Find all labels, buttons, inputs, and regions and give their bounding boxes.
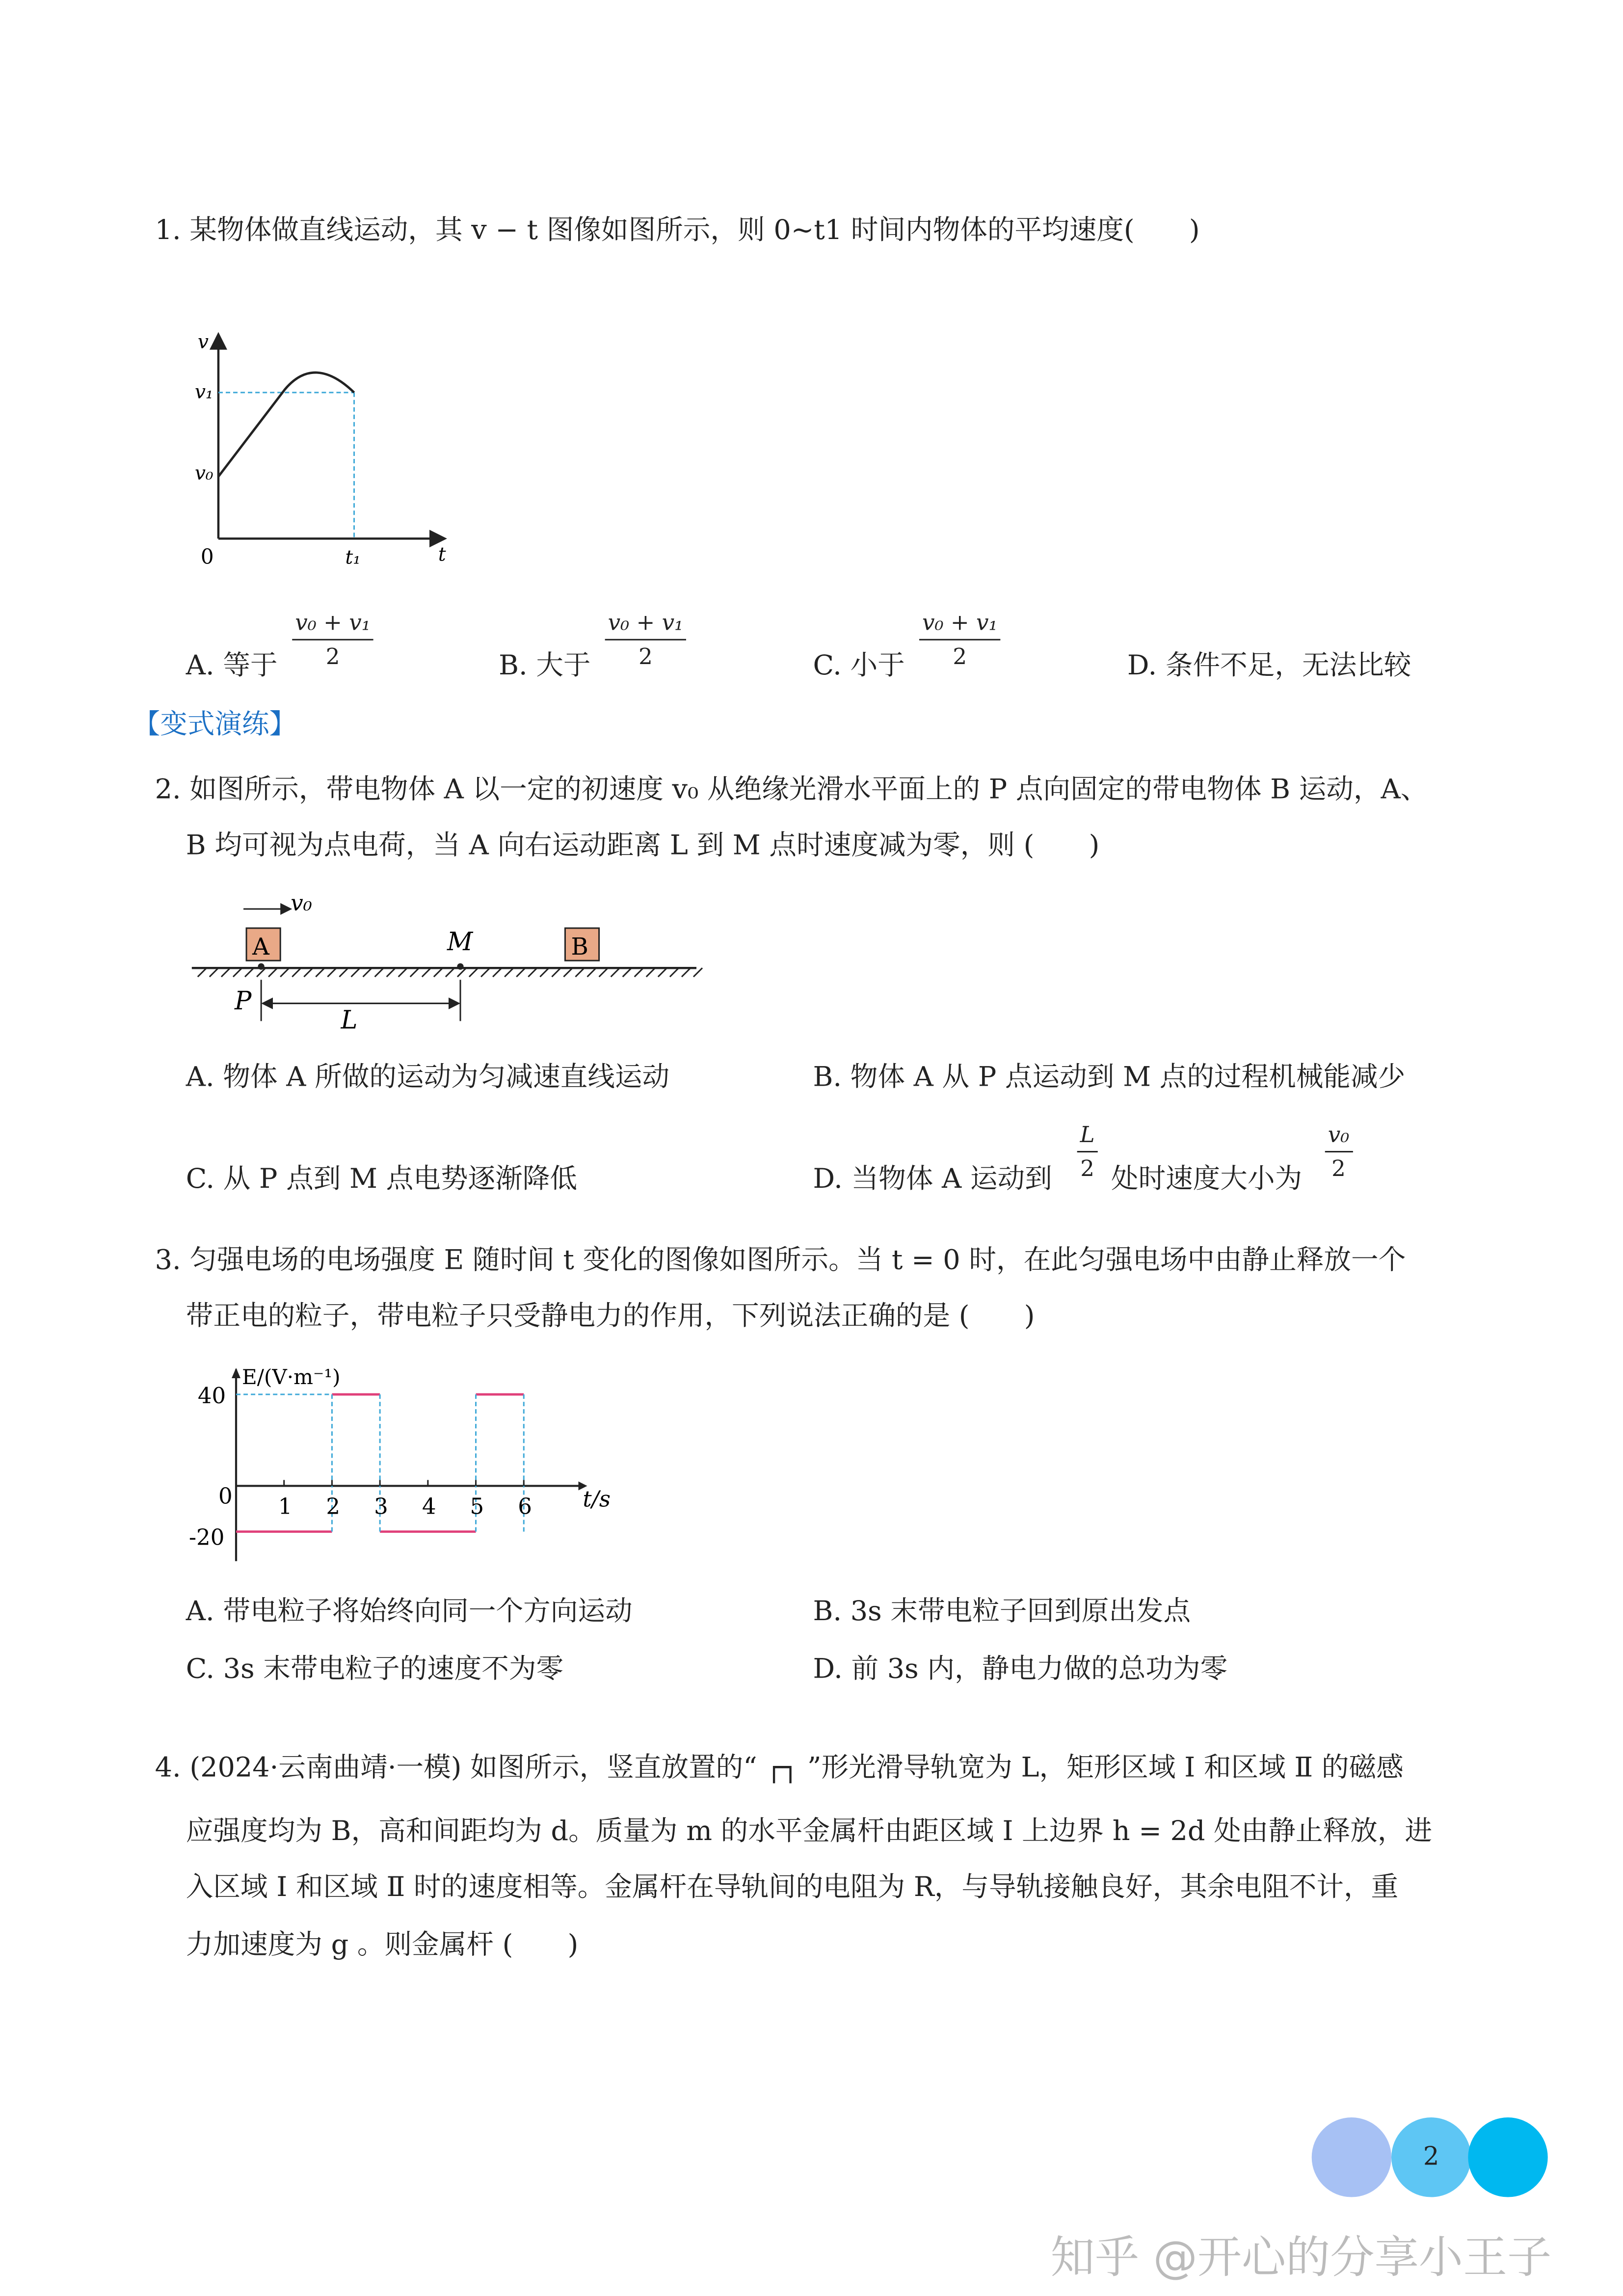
q4-stem-line2: 应强度均为 B，高和间距均为 d。质量为 m 的水平金属杆由距区域 Ⅰ 上边界 h = 2d 处由静止释放，进 xyxy=(186,1816,1433,1848)
q1-option-fraction: $\frac{\text{v₀ + v₁}}{2}$ xyxy=(919,613,1001,668)
tick-v0: v₀ xyxy=(194,462,213,485)
q4-stem-line3: 入区域 Ⅰ 和区域 Ⅱ 时的速度相等。金属杆在导轨间的电阻为 R，与导轨接触良好，其余电阻不计，重 xyxy=(186,1872,1399,1904)
q1-stem: 1. 某物体做直线运动，其 v − t 图像如图所示，则 0~t1 时间内物体的平均速度( ) xyxy=(155,215,1200,247)
x-axis-label: t/s xyxy=(583,1486,611,1512)
q2-stem-line2: B 均可视为点电荷，当 A 向右运动距离 L 到 M 点时速度减为零，则 ( ) xyxy=(186,830,1100,862)
ground-hatch xyxy=(198,968,702,977)
q2-d-text: 处时速度大小为 xyxy=(1111,1164,1303,1196)
label-l: L xyxy=(341,1006,358,1035)
q3-e-t-graph xyxy=(185,1361,627,1567)
q1-option-fraction: $\frac{\text{v₀ + v₁}}{2}$ xyxy=(292,613,373,668)
label-b: B xyxy=(571,933,588,961)
x-label: t xyxy=(438,543,446,566)
tick-v1: v₁ xyxy=(194,381,213,403)
q2-d-fraction-2: $\frac{\text{v₀}}{2}$ xyxy=(1325,1124,1353,1180)
y-axis-arrow xyxy=(232,1368,240,1378)
q4-stem-line1: 4. (2024·云南曲靖·一模) 如图所示，竖直放置的“ ┌┐ ”形光滑导轨宽为 L，矩形区域 Ⅰ 和区域 Ⅱ 的磁感 xyxy=(155,1753,1404,1784)
q3-option-c[interactable]: C. 3s 末带电粒子的速度不为零 xyxy=(186,1654,564,1685)
q2-option-b[interactable]: B. 物体 A 从 P 点运动到 M 点的过程机械能减少 xyxy=(813,1062,1406,1094)
point-m xyxy=(457,963,463,970)
label-a: A xyxy=(252,933,269,961)
y-label: v xyxy=(197,331,209,353)
label-p: P xyxy=(235,987,252,1016)
origin-label: 0 xyxy=(218,1483,233,1509)
q1-vt-graph xyxy=(185,327,479,578)
tick-t1: t₁ xyxy=(345,546,361,569)
badge-circle-right xyxy=(1468,2117,1547,2197)
tick-origin: 0 xyxy=(200,544,214,569)
q3-stem-line2: 带正电的粒子，带电粒子只受静电力的作用，下列说法正确的是 ( ) xyxy=(186,1301,1035,1333)
badge-circle-left xyxy=(1312,2117,1391,2197)
label-m: M xyxy=(447,928,473,957)
q2-option-a[interactable]: A. 物体 A 所做的运动为匀减速直线运动 xyxy=(186,1062,670,1094)
q2-option-c[interactable]: C. 从 P 点到 M 点电势逐渐降低 xyxy=(186,1164,578,1196)
q1-option-c[interactable]: C. 小于 xyxy=(813,650,905,682)
q1-option-fraction: $\frac{\text{v₀ + v₁}}{2}$ xyxy=(605,613,687,668)
watermark: 知乎 @开心的分享小王子 xyxy=(1050,2232,1552,2284)
x-tick-label: 2 xyxy=(326,1493,341,1520)
label-v0: v₀ xyxy=(291,889,312,916)
q3-option-a[interactable]: A. 带电粒子将始终向同一个方向运动 xyxy=(186,1596,633,1628)
q2-option-d[interactable]: D. 当物体 A 运动到 xyxy=(813,1164,1052,1196)
v-curve xyxy=(218,373,354,477)
q2-diagram xyxy=(185,882,716,1035)
q1-option-b[interactable]: B. 大于 xyxy=(499,650,591,682)
q1-option-d[interactable]: D. 条件不足，无法比较 xyxy=(1127,650,1411,682)
x-tick-label: 5 xyxy=(470,1493,484,1520)
x-tick-label: 4 xyxy=(422,1493,436,1520)
q1-option-a[interactable]: A. 等于 xyxy=(186,650,278,682)
q4-stem-line4: 力加速度为 g 。则金属杆 ( ) xyxy=(186,1930,579,1961)
x-tick-label: 1 xyxy=(278,1493,293,1520)
y-tick-label: 40 xyxy=(197,1383,226,1409)
q2-d-fraction-1: $\frac{L}{2}$ xyxy=(1077,1124,1098,1180)
x-tick-label: 3 xyxy=(374,1493,388,1520)
q2-stem-line1: 2. 如图所示，带电物体 A 以一定的初速度 v₀ 从绝缘光滑水平面上的 P 点向固定的带电物体 B 运动，A、 xyxy=(155,774,1428,806)
section-title: 【变式演练】 xyxy=(133,710,297,741)
y-tick-label: -20 xyxy=(188,1524,225,1550)
q3-stem-line1: 3. 匀强电场的电场强度 E 随时间 t 变化的图像如图所示。当 t = 0 时，在此匀强电场中由静止释放一个 xyxy=(155,1245,1406,1277)
y-axis-label: E/(V·m⁻¹) xyxy=(242,1365,341,1389)
x-tick-label: 6 xyxy=(518,1493,532,1520)
q3-option-d[interactable]: D. 前 3s 内，静电力做的总功为零 xyxy=(813,1654,1228,1685)
point-p xyxy=(258,963,265,970)
page-number: 2 xyxy=(1391,2117,1471,2197)
q3-option-b[interactable]: B. 3s 末带电粒子回到原出发点 xyxy=(813,1596,1191,1628)
